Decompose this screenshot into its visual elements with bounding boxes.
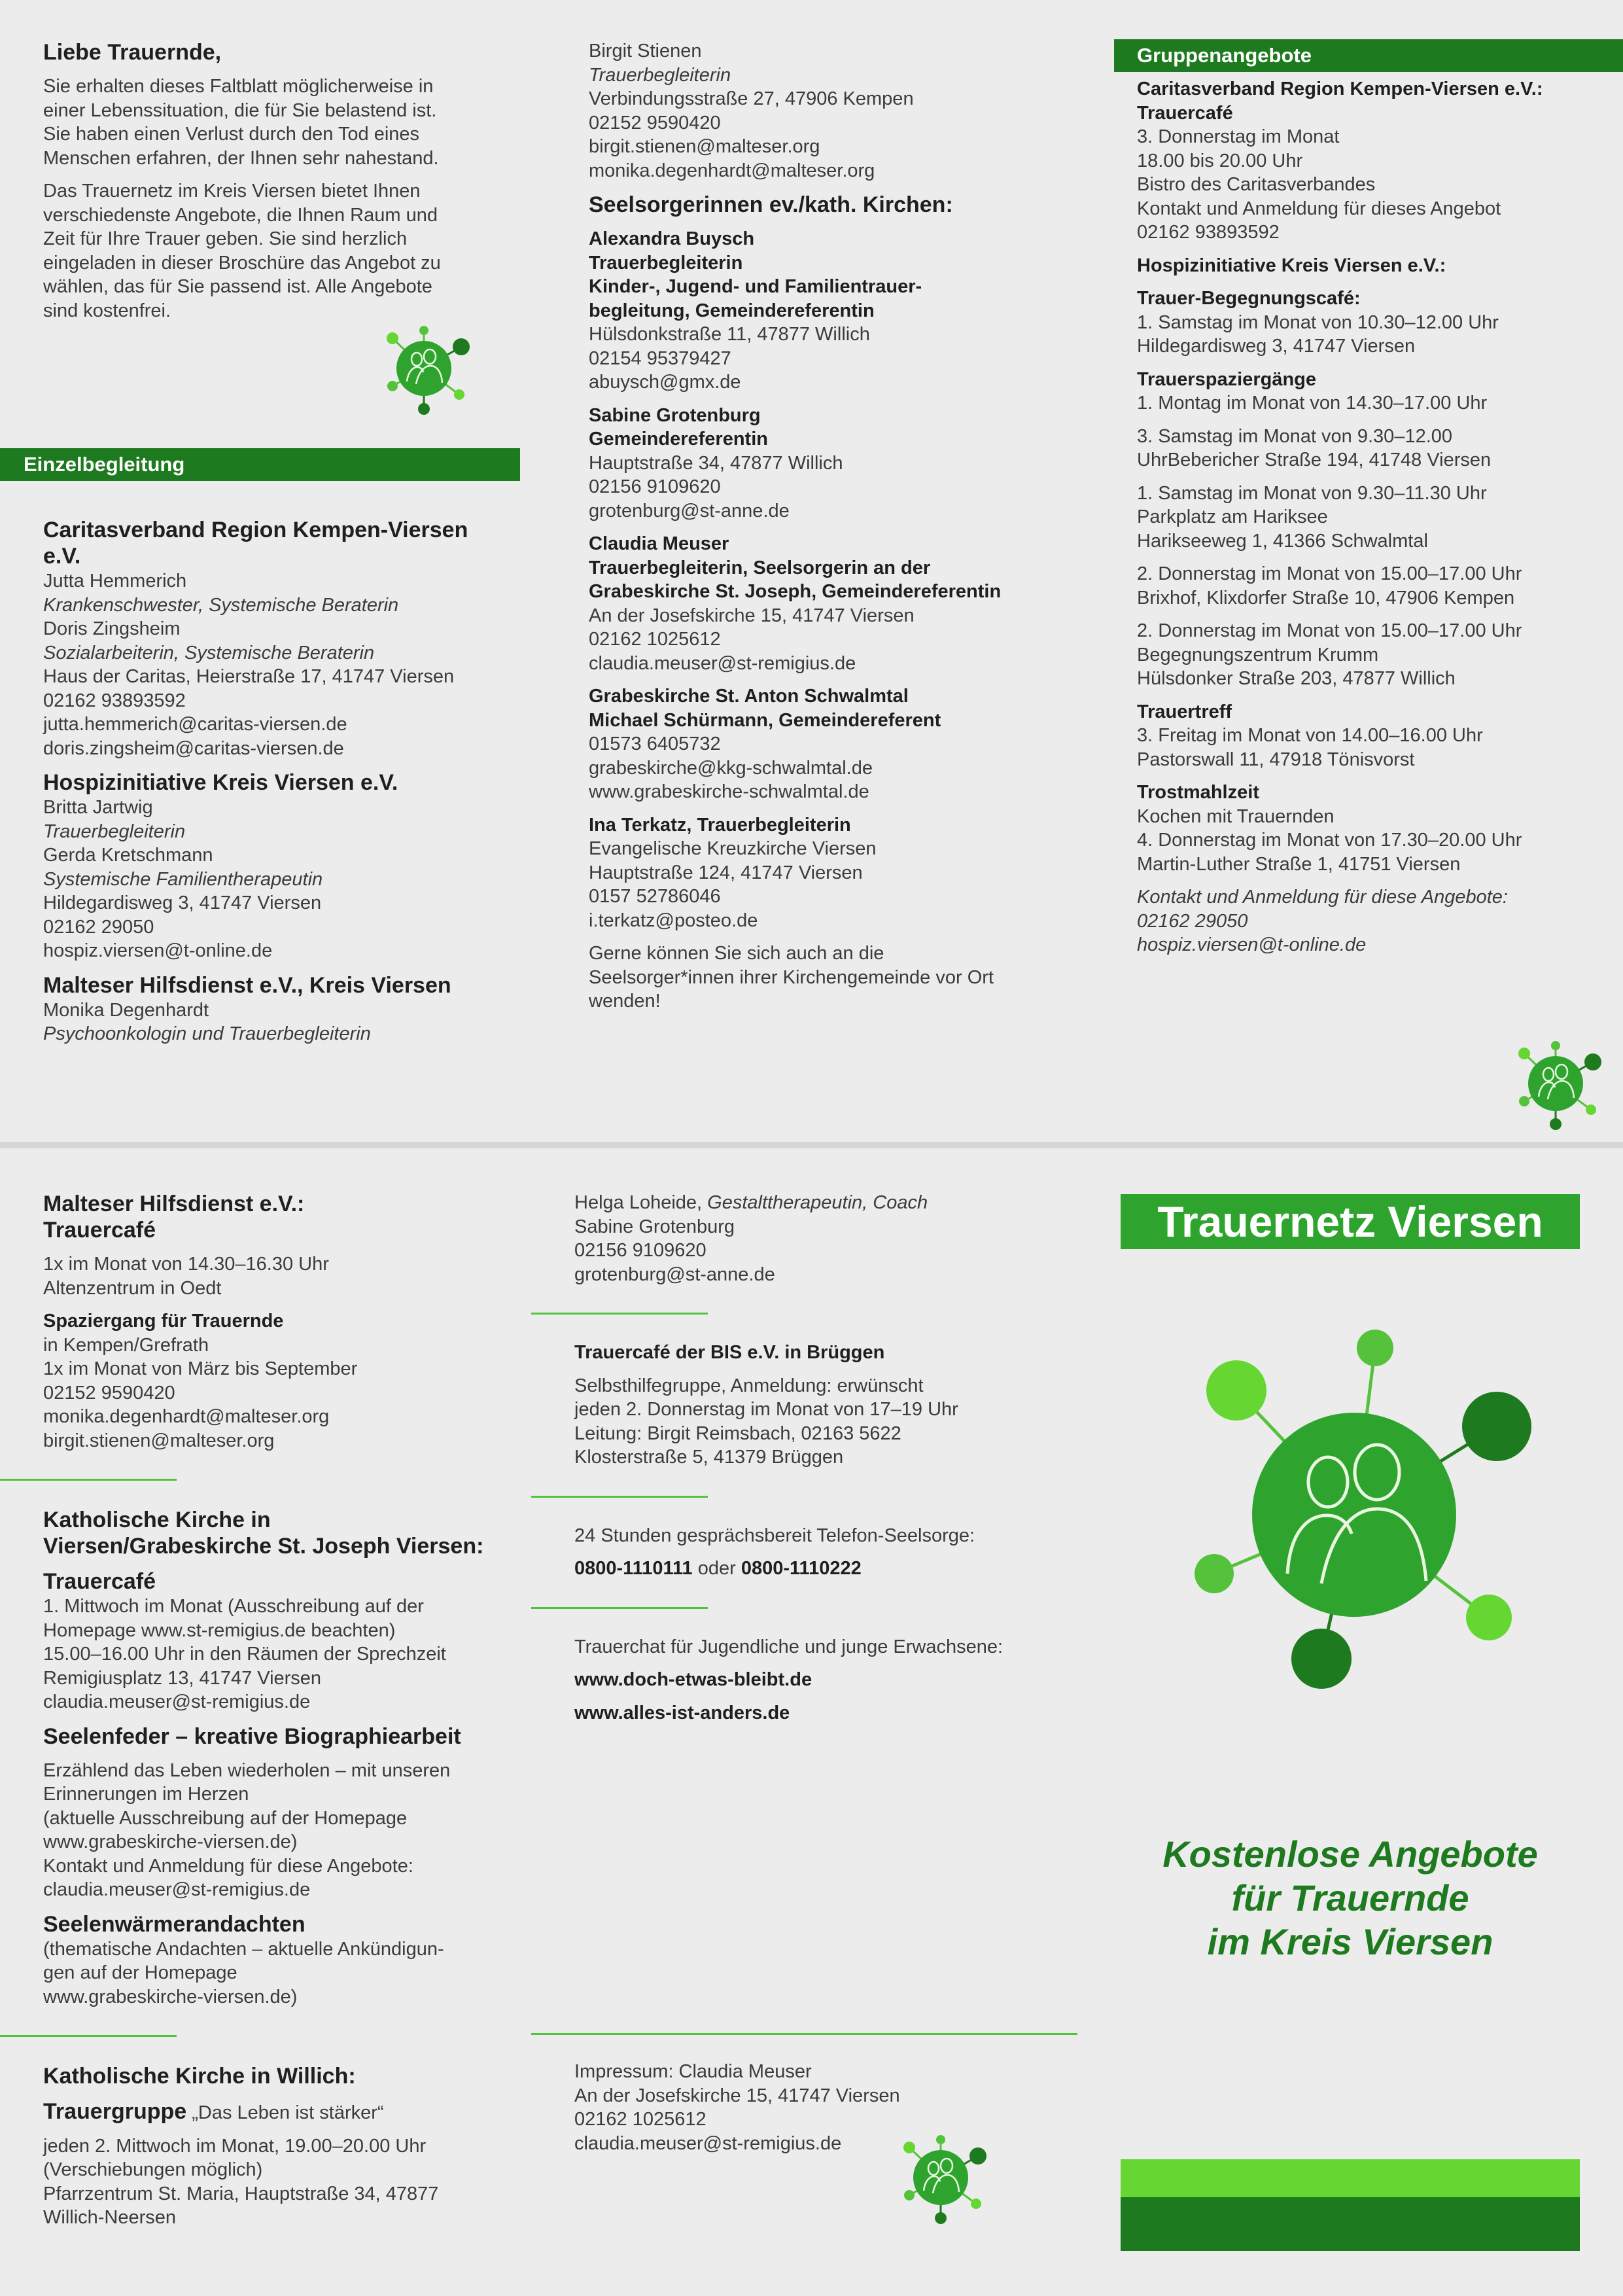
trauergruppe-details <box>43 2134 514 2230</box>
contact-line: doris.zingsheim@caritas-viersen.de <box>43 737 344 759</box>
text-line: Seelsorger*innen ihrer Kirchengemeinde vor Ort <box>589 966 994 988</box>
contact-line: jeden 2. Mittwoch im Monat, 19.00–20.00 Uhr <box>43 2135 427 2157</box>
contact-line: 1. Mittwoch im Monat (Ausschreibung auf der <box>43 1596 424 1617</box>
contact-line: An der Josefskirche 15, 41747 Viersen <box>574 2085 900 2106</box>
chat-link-2[interactable]: www.alles-ist-anders.de <box>574 1702 790 1723</box>
phone-number-1: 0800-1110111 <box>574 1558 693 1579</box>
seelenfeder <box>43 1723 514 1902</box>
contact-line: 02154 95379427 <box>589 347 731 369</box>
spaziergang-line: 1. Montag im Monat von 14.30–17.00 Uhr <box>1137 393 1488 414</box>
contact-line: 4. Donnerstag im Monat von 17.30–20.00 Uhr <box>1137 830 1522 851</box>
telefonseelsorge-intro: 24 Stunden gesprächsbereit Telefon-Seelsorge: <box>574 1525 975 1546</box>
contact-line: monika.degenhardt@malteser.org <box>589 160 875 181</box>
section-divider <box>531 2033 1077 2035</box>
malteser-title: Malteser Hilfsdienst e.V., Kreis Viersen <box>43 972 451 998</box>
contact-line: Kochen mit Trauernden <box>1137 805 1335 827</box>
contact-line: in Kempen/Grefrath <box>43 1334 209 1356</box>
contact-line: Erzählend das Leben wiederholen – mit unseren <box>43 1759 451 1781</box>
phone-number-2: 0800-1110222 <box>741 1558 862 1579</box>
loheide-contact <box>574 1215 1072 1287</box>
text-line: wählen, das für Sie passend ist. Alle Angebote <box>43 276 432 297</box>
trauernetz-large-logo-icon <box>1178 1322 1544 1714</box>
caritas-trauercafe <box>1137 77 1608 245</box>
contact-line: Systemische Familientherapeutin <box>43 868 323 890</box>
contact-line: Hülsdonkstraße 11, 47877 Willich <box>589 324 870 345</box>
contact-line: Impressum: Claudia Meuser <box>574 2061 812 2082</box>
spaziergang-line: Begegnungszentrum Krumm <box>1137 644 1379 665</box>
contact-line: 0157 52786046 <box>589 886 721 907</box>
contact-line: Jutta Hemmerich <box>43 571 187 592</box>
contact-line: Martin-Luther Straße 1, 41751 Viersen <box>1137 853 1461 875</box>
bottom-middle-column <box>574 1191 1072 1725</box>
spacer <box>43 1243 514 1252</box>
contact-line: Monika Degenhardt <box>43 999 209 1021</box>
contact-line: Remigiusplatz 13, 41747 Viersen <box>43 1667 322 1689</box>
cover-band-light <box>1121 2159 1580 2197</box>
trauernetz-logo-icon <box>896 2133 994 2225</box>
gruppenangebote-section <box>1114 39 1623 72</box>
text-line: Das Trauernetz im Kreis Viersen bietet Ihnen <box>43 181 421 202</box>
contact-line: 3. Freitag im Monat von 14.00–16.00 Uhr <box>1137 725 1483 746</box>
bis-title: Trauercafé der BIS e.V. in Brüggen <box>574 1342 885 1363</box>
spaziergang-line: 1. Samstag im Monat von 9.30–11.30 Uhr <box>1137 482 1487 504</box>
block-heading: Malteser Hilfsdienst e.V.: <box>43 1192 305 1216</box>
schwalmtal-contact <box>589 684 1060 804</box>
cover-band-dark <box>1121 2197 1580 2251</box>
contact-line: gen auf der Homepage <box>43 1962 237 1983</box>
block-heading: begleitung, Gemeindereferentin <box>589 300 875 321</box>
spacer <box>43 1750 514 1759</box>
contact-line: birgit.stienen@malteser.org <box>43 1430 275 1451</box>
contact-line: Klosterstraße 5, 41379 Brüggen <box>574 1447 844 1468</box>
section-divider <box>0 2035 177 2037</box>
phone-or: oder <box>692 1558 741 1579</box>
text-line: eingeladen in dieser Broschüre das Angebot zu <box>43 252 441 274</box>
contact-line: Altenzentrum in Oedt <box>43 1277 222 1299</box>
block-heading: Trostmahlzeit <box>1137 782 1259 803</box>
contact-line: Trauerbegleiterin <box>589 64 731 86</box>
trauergruppe-heading: Trauergruppe <box>43 2099 187 2124</box>
caritas-contact <box>43 569 514 760</box>
contact-line: monika.degenhardt@malteser.org <box>43 1406 330 1427</box>
contact-line: 02162 1025612 <box>589 629 721 650</box>
buysch-contact <box>589 227 1060 395</box>
loheide-name: Helga Loheide, <box>574 1192 708 1213</box>
section-bar-einzelbegleitung: Einzelbegleitung <box>0 448 520 481</box>
contact-line: 02152 9590420 <box>589 112 721 133</box>
contact-line: Leitung: Birgit Reimsbach, 02163 5622 <box>574 1422 901 1444</box>
contact-line: 1x im Monat von März bis September <box>43 1358 358 1379</box>
begegnungscafe <box>1137 287 1608 359</box>
anmeldung-contact <box>1137 885 1608 957</box>
contact-line: Trauerbegleiterin <box>43 821 186 842</box>
contact-line: claudia.meuser@st-remigius.de <box>43 1879 311 1900</box>
contact-line: abuysch@gmx.de <box>589 372 741 393</box>
contact-line: Hauptstraße 34, 47877 Willich <box>589 452 843 474</box>
section-divider <box>0 1479 177 1481</box>
block-heading: Trauerbegleiterin, Seelsorgerin an der <box>589 557 931 578</box>
contact-line: i.terkatz@posteo.de <box>589 910 758 931</box>
contact-line: (aktuelle Ausschreibung auf der Homepage <box>43 1807 408 1829</box>
contact-line: Hildegardisweg 3, 41747 Viersen <box>43 892 322 913</box>
contact-line: claudia.meuser@st-remigius.de <box>43 1691 311 1712</box>
block-heading: Spaziergang für Trauernde <box>43 1311 284 1332</box>
seelenwaermerandachten <box>43 1911 514 2009</box>
spaziergang-line: Hülsdonker Straße 203, 47877 Willich <box>1137 668 1456 689</box>
impressum-lines <box>574 2060 1072 2155</box>
contact-line: jeden 2. Donnerstag im Monat von 17–19 Uhr <box>574 1399 958 1420</box>
chat-link-1[interactable]: www.doch-etwas-bleibt.de <box>574 1669 812 1690</box>
text-line: Zeit für Ihre Trauer geben. Sie sind herzlich <box>43 228 408 249</box>
spacer <box>1137 415 1608 425</box>
block-heading: Caritasverband Region Kempen-Viersen e.V.: <box>1137 79 1543 99</box>
meuser-contact <box>589 532 1060 675</box>
trauernetz-logo-icon <box>1511 1039 1609 1131</box>
contact-line: (thematische Andachten – aktuelle Ankündigun- <box>43 1938 444 1960</box>
block-heading: Seelenfeder – kreative Biographiearbeit <box>43 1723 461 1749</box>
contact-line: Pfarrzentrum St. Maria, Hauptstraße 34, 47877 <box>43 2183 439 2204</box>
malteser-contact <box>43 998 514 1046</box>
contact-line: grabeskirche@kkg-schwalmtal.de <box>589 757 873 779</box>
loheide-role: Gestalttherapeutin, Coach <box>707 1192 928 1213</box>
contact-line: Evangelische Kreuzkirche Viersen <box>589 838 877 859</box>
contact-line: claudia.meuser@st-remigius.de <box>574 2132 842 2154</box>
contact-line: Verbindungsstraße 27, 47906 Kempen <box>589 88 914 109</box>
seelsorge-column <box>589 39 1060 1014</box>
block-heading: Sabine Grotenburg <box>589 404 761 426</box>
spaziergang-line: 2. Donnerstag im Monat von 15.00–17.00 Uhr <box>1137 563 1522 584</box>
loheide-line <box>574 1191 1072 1215</box>
caritas-title: Caritasverband Region Kempen-Viersen <box>43 518 468 542</box>
contact-line: 02162 93893592 <box>1137 222 1280 243</box>
trauergruppe-subtitle: „Das Leben ist stärker“ <box>192 2102 384 2123</box>
contact-line: birgit.stienen@malteser.org <box>589 136 820 157</box>
impressum <box>574 2060 1072 2155</box>
section-bar-gruppenangebote: Gruppenangebote <box>1114 39 1623 72</box>
contact-line: 01573 6405732 <box>589 733 721 754</box>
birgit-contact <box>589 39 1060 183</box>
contact-line: jutta.hemmerich@caritas-viersen.de <box>43 714 347 735</box>
trauertreff <box>1137 700 1608 772</box>
hospiz-group-title: Hospizinitiative Kreis Viersen e.V.: <box>1137 255 1446 276</box>
intro-paragraph-2 <box>43 179 514 323</box>
einzelbegleitung-section <box>0 448 520 481</box>
block-heading: Grabeskirche St. Joseph, Gemeindereferentin <box>589 581 1002 602</box>
brochure-outside-panel <box>0 1148 1623 2296</box>
text-line: Sie haben einen Verlust durch den Tod eines <box>43 124 420 145</box>
block-heading: Trauerbegleiterin <box>589 252 743 274</box>
contact-line: Pastorswall 11, 47918 Tönisvorst <box>1137 749 1415 770</box>
block-heading: Grabeskirche St. Anton Schwalmtal <box>589 686 909 707</box>
contact-line: Haus der Caritas, Heierstraße 17, 41747 Viersen <box>43 666 455 687</box>
block-heading: Trauertreff <box>1137 701 1232 722</box>
contact-line: Bistro des Caritasverbandes <box>1137 174 1376 195</box>
trostmahlzeit <box>1137 781 1608 876</box>
block-heading: Claudia Meuser <box>589 533 729 554</box>
cover-slogan <box>1121 1832 1580 1964</box>
malteser-spaziergang <box>43 1309 514 1453</box>
contact-line: Britta Jartwig <box>43 797 153 818</box>
intro-paragraph-1 <box>43 75 514 170</box>
section-divider <box>531 1313 708 1315</box>
contact-line: 18.00 bis 20.00 Uhr <box>1137 150 1303 171</box>
section-divider <box>531 1496 708 1498</box>
block-heading: Katholische Kirche in <box>43 1508 271 1532</box>
block-heading: Trauer-Begegnungscafé: <box>1137 288 1361 309</box>
contact-line: www.grabeskirche-viersen.de) <box>43 1831 298 1852</box>
text-line: einer Lebenssituation, die für Sie belastend ist. <box>43 99 437 121</box>
spaziergang-line: 2. Donnerstag im Monat von 15.00–17.00 Uhr <box>1137 620 1522 641</box>
bottom-left-column <box>43 1191 514 2230</box>
willich-title: Katholische Kirche in Willich: <box>43 2064 356 2089</box>
slogan-line: im Kreis Viersen <box>1207 1921 1493 1962</box>
contact-line: 02156 9109620 <box>589 476 721 497</box>
contact-line: An der Josefskirche 15, 41747 Viersen <box>589 605 915 626</box>
block-heading: Trauercafé <box>43 1569 156 1594</box>
caritas-title: e.V. <box>43 544 81 569</box>
contact-line: Hildegardisweg 3, 41747 Viersen <box>1137 336 1416 357</box>
intro-column <box>43 39 514 323</box>
spaziergaenge-list <box>1137 391 1608 691</box>
text-line: verschiedenste Angebote, die Ihnen Raum und <box>43 204 438 226</box>
greeting-heading: Liebe Trauernde, <box>43 40 222 65</box>
einzelbegleitung-column <box>43 517 514 1046</box>
hospiz-contact <box>43 796 514 963</box>
contact-line: www.grabeskirche-viersen.de) <box>43 1986 298 2007</box>
contact-line: 15.00–16.00 Uhr in den Räumen der Sprechzeit <box>43 1644 446 1665</box>
spaziergang-line: 3. Samstag im Monat von 9.30–12.00 <box>1137 425 1453 447</box>
seelsorge-title: Seelsorgerinnen ev./kath. Kirchen: <box>589 192 953 217</box>
telefonseelsorge-numbers <box>574 1557 1072 1581</box>
contact-line: Erinnerungen im Herzen <box>43 1784 249 1805</box>
contact-line: 3. Donnerstag im Monat <box>1137 126 1340 147</box>
contact-line: 1. Samstag im Monat von 10.30–12.00 Uhr <box>1137 311 1499 333</box>
text-line: Sie erhalten dieses Faltblatt möglicherweise in <box>43 76 434 97</box>
cover-title: Trauernetz Viersen <box>1121 1194 1580 1249</box>
contact-line: Hauptstraße 124, 41747 Viersen <box>589 862 863 883</box>
contact-line: Psychoonkologin und Trauerbegleiterin <box>43 1023 371 1044</box>
contact-line: Sozialarbeiterin, Systemische Beraterin <box>43 642 375 663</box>
block-heading: Michael Schürmann, Gemeindereferent <box>589 709 941 731</box>
trauerchat-intro: Trauerchat für Jugendliche und junge Erwachsene: <box>574 1636 1003 1657</box>
contact-line: Kontakt und Anmeldung für dieses Angebot <box>1137 198 1501 219</box>
block-heading: Seelenwärmerandachten <box>43 1911 305 1937</box>
text-line: wenden! <box>589 991 661 1012</box>
spaziergang-line: Brixhof, Klixdorfer Straße 10, 47906 Kempen <box>1137 587 1515 609</box>
contact-line: grotenburg@st-anne.de <box>574 1263 775 1285</box>
spacer <box>1137 553 1608 562</box>
contact-line: 1x im Monat von 14.30–16.30 Uhr <box>43 1254 329 1275</box>
slogan-line: Kostenlose Angebote <box>1162 1833 1538 1875</box>
hospiz-title: Hospizinitiative Kreis Viersen e.V. <box>43 770 398 795</box>
contact-line: Sabine Grotenburg <box>574 1216 735 1237</box>
contact-line: 02152 9590420 <box>43 1382 175 1404</box>
closing-paragraph <box>589 942 1060 1014</box>
contact-line: 02156 9109620 <box>574 1240 707 1261</box>
contact-line: claudia.meuser@st-remigius.de <box>589 652 856 674</box>
contact-line: grotenburg@st-anne.de <box>589 500 790 521</box>
slogan-line: für Trauernde <box>1231 1877 1469 1918</box>
contact-line: Krankenschwester, Systemische Beraterin <box>43 594 399 616</box>
contact-line: hospiz.viersen@t-online.de <box>1137 934 1367 955</box>
contact-line: www.grabeskirche-schwalmtal.de <box>589 781 869 802</box>
spacer <box>1137 610 1608 619</box>
contact-line: Gerda Kretschmann <box>43 845 213 866</box>
terkatz-contact <box>589 813 1060 933</box>
contact-line: 02162 29050 <box>43 916 154 938</box>
section-divider <box>531 1607 708 1609</box>
text-line: sind kostenfrei. <box>43 300 171 321</box>
contact-line: Homepage www.st-remigius.de beachten) <box>43 1619 396 1641</box>
grotenburg-contact <box>589 404 1060 523</box>
contact-line: 02162 93893592 <box>43 690 186 711</box>
contact-line: Birgit Stienen <box>589 41 702 62</box>
malteser-trauercafe <box>43 1191 514 1300</box>
contact-line: Kontakt und Anmeldung für diese Angebote: <box>1137 887 1508 908</box>
contact-line: Kontakt und Anmeldung für diese Angebote: <box>43 1855 413 1877</box>
contact-line: Willich-Neersen <box>43 2207 177 2228</box>
bis-details <box>574 1374 1072 1470</box>
spaziergang-line: Harikseeweg 1, 41366 Schwalmtal <box>1137 530 1428 552</box>
contact-line: hospiz.viersen@t-online.de <box>43 940 273 961</box>
block-heading: Trauercafé <box>1137 102 1233 124</box>
spacer <box>1137 472 1608 482</box>
brochure-inside-panel <box>0 0 1623 1142</box>
trauergruppe-title <box>43 2098 514 2125</box>
block-heading: Kinder-, Jugend- und Familientrauer- <box>589 276 922 297</box>
spaziergang-line: UhrBebericher Straße 194, 41748 Viersen <box>1137 450 1492 470</box>
gruppenangebote-column <box>1137 77 1608 957</box>
spaziergang-line: Parkplatz am Hariksee <box>1137 506 1328 527</box>
contact-line: 02162 29050 <box>1137 910 1248 932</box>
text-line: Gerne können Sie sich auch an die <box>589 943 884 964</box>
grabeskirche-trauercafe <box>43 1568 514 1714</box>
contact-line: (Verschiebungen möglich) <box>43 2159 263 2180</box>
trauernetz-logo-icon <box>379 324 478 415</box>
block-heading: Gemeindereferentin <box>589 429 768 450</box>
block-heading: Alexandra Buysch <box>589 228 755 249</box>
block-heading: Viersen/Grabeskirche St. Joseph Viersen: <box>43 1534 484 1559</box>
spaziergaenge-title: Trauerspaziergänge <box>1137 368 1316 390</box>
contact-line: Doris Zingsheim <box>43 618 181 639</box>
contact-line: Selbsthilfegruppe, Anmeldung: erwünscht <box>574 1375 924 1396</box>
block-heading: Trauercafé <box>43 1218 156 1243</box>
block-heading: Ina Terkatz, Trauerbegleiterin <box>589 814 851 836</box>
contact-line: 02162 1025612 <box>574 2109 707 2130</box>
kath-kirche-viersen <box>43 1507 514 1559</box>
text-line: Menschen erfahren, der Ihnen sehr nahestand. <box>43 147 439 169</box>
